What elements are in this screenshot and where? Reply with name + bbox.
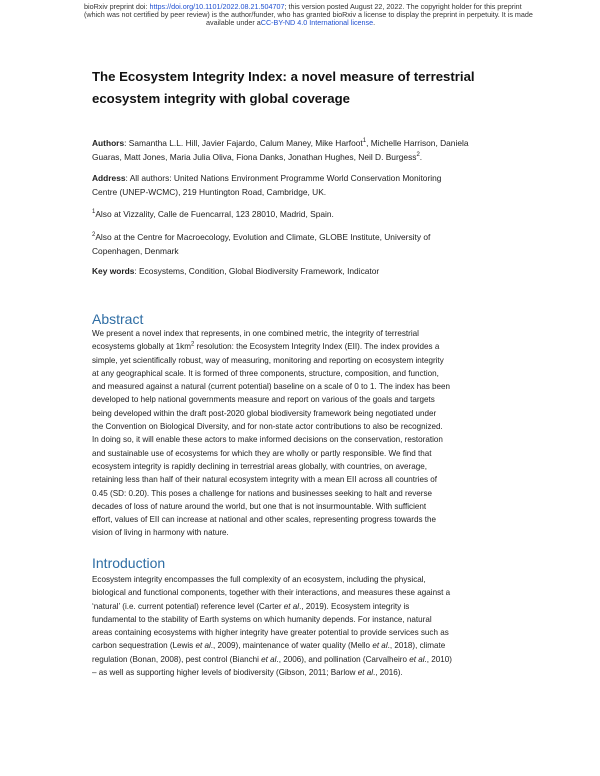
introduction-body: Ecosystem integrity encompasses the full complexity of an ecosystem, including the physical, biological and functional components, together with their interactions, and measures these against a ‘natural’ (i.e. current potential) reference level (Carter et al., 2019). Ecosystem integrity is fundamental to the stability of Earth systems on which humanity depends. For instance, natural areas containing ecosystems with higher integrity have greater potential to provide services such as carbon sequestration (Lewis et al., 2009), maintenance of water quality (Mello et al., 2018), climate regulation (Bonan, 2008), pest control (Bianchi et al., 2006), and pollination (Carvalheiro et al., 2010) – as well as supporting higher levels of biodiversity (Gibson, 2011; Barlow et al., 2016).	[92, 573, 512, 679]
keywords: Key words: Ecosystems, Condition, Global Biodiversity Framework, Indicator	[92, 266, 380, 276]
paragraph-line: ‘natural’ (i.e. current potential) reference level (Carter et al., 2019). Ecosystem integrity is	[92, 601, 410, 611]
header-line-1: bioRxiv preprint doi: https://doi.org/10.1101/2022.08.21.504707; this version posted August 22, 2022. The copyright holder for this preprint	[84, 2, 522, 11]
authors: Authors: Samantha L.L. Hill, Javier Fajardo, Calum Maney, Mike Harfoot$^1$, Michelle Harrison, Daniela Guaras, Matt Jones, Maria Julia Oliva, Fiona Danks, Jonathan Hughes, Neil D. Burgess$^2$.	[92, 138, 469, 162]
header-line-3: available under aCC-BY-ND 4.0 International license.	[206, 18, 376, 27]
abstract-heading: Abstract	[92, 311, 144, 327]
header-line-2: (which was not certified by peer review) is the author/funder, who has granted bioRxiv a license to display the preprint in perpetuity. It is made	[84, 10, 533, 19]
affiliation-1: $^1$Also at Vizzality, Calle de Fuencarral, 123 28010, Madrid, Spain.	[92, 209, 334, 219]
affiliation-2: $^2$Also at the Centre for Macroecology, Evolution and Climate, GLOBE Institute, University of Copenhagen, Denmark	[92, 232, 431, 256]
introduction-heading: Introduction	[92, 555, 166, 571]
paragraph-line: carbon sequestration (Lewis et al., 2009), maintenance of water quality (Mello et al., 2018), climate	[92, 641, 446, 651]
abstract-body: We present a novel index that represents, in one combined metric, the integrity of terrestrial ecosystems globally at $1km^2$ resolution: the Ecosystem Integrity Index (EII). The index provides a simple, yet scientifically robust, way of measuring, monitoring and reporting on ecosystem integrity at any geographical scale. It is formed of three components, structure, composition, and function, and measured against a natural (current potential) baseline on a scale of 0 to 1. The index has been developed to help national governments measure and report on various of the goals and targets being developed within the draft post-2020 global biodiversity framework being negotiated under the Convention on Biological Diversity, and for non-state actor contributions to also be recognized. In doing so, it will enable these actors to make informed decisions on the conservation, restoration and sustainable use of ecosystems for which they are wholly or partly responsible. We find that ecosystem integrity is rapidly declining in terrestrial areas globally, with countries, on average, retaining less than half of their natural ecosystem integrity with a mean EII across all countries of 0.45 (SD: 0.20). This poses a challenge for nations and businesses seeking to halt and reverse decades of loss of nature around the world, but one that is not insurmountable. With sufficient effort, values of EII can increase at national and other scales, representing progress towards the vision of living in harmony with nature.	[92, 329, 451, 538]
license-link[interactable]: CC-BY-ND 4.0 International license	[260, 18, 374, 27]
paper-title: The Ecosystem Integrity Index: a novel measure of terrestrial ecosystem integrity with global coverage	[92, 69, 475, 106]
doi-link[interactable]: https://doi.org/10.1101/2022.08.21.504707	[149, 2, 285, 11]
address: Address: All authors: United Nations Environment Programme World Conservation Monitoring Centre (UNEP-WCMC), 219 Huntington Road, Cambridge, UK.	[92, 173, 442, 197]
paragraph-line: – as well as supporting higher levels of biodiversity (Gibson, 2011; Barlow et al., 2016).	[92, 668, 403, 678]
paragraph-line: regulation (Bonan, 2008), pest control (Bianchi et al., 2006), and pollination (Carvalheiro et al., 2010)	[92, 654, 452, 664]
